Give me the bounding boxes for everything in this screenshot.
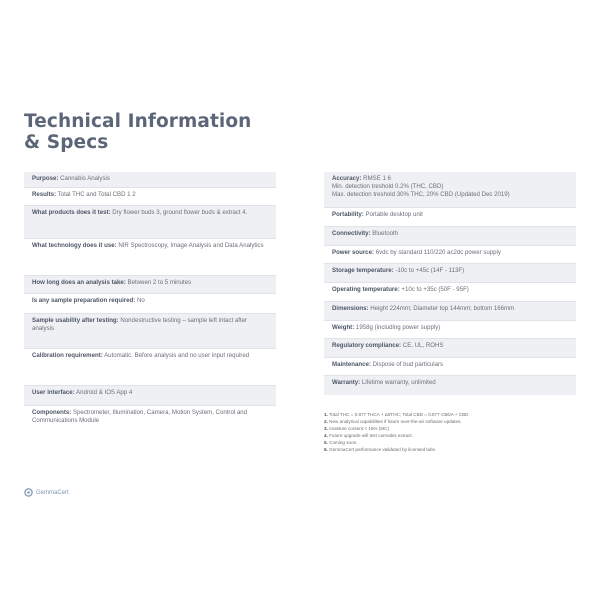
spec-value: Bluetooth: [370, 230, 399, 237]
spec-value: +10c to +35c (50F - 95F): [399, 286, 469, 293]
spec-value: Portable desktop unit: [363, 211, 423, 218]
spec-label: Sample usability after testing:: [32, 317, 119, 324]
spec-row-purpose: [24, 172, 276, 188]
spec-row-compliance: [324, 339, 576, 358]
spec-row-power: [324, 246, 576, 264]
title-line-2: & Specs: [24, 132, 109, 153]
spec-value: RMSE 1 6: [361, 175, 391, 182]
footnotes: [324, 411, 584, 453]
footnote-number: 4.: [324, 433, 328, 438]
spec-label: Dimensions:: [332, 305, 369, 312]
spec-value-line3: Max. detection treshold 30% THC, 20% CBD (Updated Dec 2019): [332, 191, 510, 199]
spec-value: CE, UL, ROHS: [401, 342, 444, 349]
footnote-text: Total THC = 0.877 THCA + Δ9THC; Total CBD = 0.877 CBDA + CBD: [327, 412, 469, 417]
footnote-number: 2.: [324, 419, 328, 424]
spec-label: What products does it test:: [32, 209, 111, 216]
spec-row-interface: [24, 386, 276, 406]
footnote-text: New analytical capabilities if future over-the-air software updates.: [327, 419, 462, 424]
spec-row-operating-temp: [324, 283, 576, 302]
spec-label: Purpose:: [32, 175, 59, 182]
spec-row-duration: [24, 276, 276, 294]
spec-label: Weight:: [332, 324, 355, 331]
footnote-number: 6.: [324, 447, 328, 452]
spec-label: Is any sample preparation required:: [32, 297, 136, 304]
spec-value: Nondestructive testing – sample left intact after analysis: [32, 317, 248, 333]
footnote-text: Coming soon.: [327, 440, 358, 445]
title-line-1: Technical Information: [24, 111, 252, 132]
spec-label: Results:: [32, 191, 57, 198]
right-spec-table: [324, 172, 576, 395]
spec-row-storage-temp: [324, 264, 576, 283]
spec-row-calibration: [24, 349, 276, 386]
spec-value: 6vdc by standard 110/220 ac2dc power supply: [374, 249, 501, 256]
spec-row-results: [24, 188, 276, 206]
spec-value: Height 224mm; Diameter top 144mm; bottom 166mm: [368, 305, 515, 312]
spec-row-products: [24, 206, 276, 239]
spec-row-preparation: [24, 294, 276, 314]
spec-row-components: [24, 406, 276, 440]
footnote: [324, 432, 584, 439]
spec-label: Storage temperature:: [332, 267, 394, 274]
spec-value: Cannabis Analysis: [58, 175, 110, 182]
footnote: [324, 446, 584, 453]
logo-text: GemmaCert: [36, 489, 69, 496]
spec-row-usability: [24, 314, 276, 349]
spec-value: Dry flower buds 3, ground flower buds & extract 4.: [110, 209, 248, 216]
spec-value: Dispose of bud particulars: [370, 361, 444, 368]
spec-label: Warranty:: [332, 379, 361, 386]
gemmacert-logo-icon: [24, 488, 33, 497]
spec-value: Total THC and Total CBD 1 2: [56, 191, 136, 198]
footnote: [324, 411, 584, 418]
footnote-number: 3.: [324, 426, 328, 431]
spec-label: Connectivity:: [332, 230, 371, 237]
left-spec-table: [24, 172, 276, 440]
spec-row-warranty: [324, 376, 576, 395]
footnote-number: 5.: [324, 440, 328, 445]
spec-value: 1958g (including power supply): [354, 324, 441, 331]
spec-value: Spectrometer, Illumination, Camera, Motion System, Control and Communications Module: [32, 409, 248, 425]
spec-label: How long does an analysis take:: [32, 279, 126, 286]
footnote: [324, 418, 584, 425]
spec-value: Lifetime warranty, unlimited: [360, 379, 436, 386]
spec-row-portability: [324, 208, 576, 227]
spec-value: No: [135, 297, 145, 304]
footnote-number: 1.: [324, 412, 328, 417]
gemmacert-logo: [24, 488, 69, 497]
footnote: [324, 439, 584, 446]
spec-label: Operating temperature:: [332, 286, 400, 293]
spec-value-line2: Min. detection treshold 0.2% (THC, CBD): [332, 183, 444, 191]
spec-label: Regulatory compliance:: [332, 342, 402, 349]
spec-row-technology: [24, 239, 276, 276]
spec-row-accuracy: [324, 172, 576, 208]
spec-label: Accuracy:: [332, 175, 362, 182]
spec-value: NIR Spectroscopy, Image Analysis and Data Analytics: [116, 242, 264, 249]
spec-label: What technology does it use:: [32, 242, 117, 249]
spec-label: Calibration requirement:: [32, 352, 103, 359]
spec-label: Power source:: [332, 249, 374, 256]
footnote-text: Future upgrade will test cannabis extract.: [327, 433, 413, 438]
spec-value: Automatic. Before analysis and no user input required: [102, 352, 250, 359]
spec-row-maintenance: [324, 358, 576, 376]
spec-value: Between 2 to 5 minutes: [125, 279, 192, 286]
spec-label: Portability:: [332, 211, 364, 218]
spec-row-connectivity: [324, 227, 576, 246]
footnote: [324, 425, 584, 432]
spec-label: Components:: [32, 409, 72, 416]
spec-row-weight: [324, 321, 576, 339]
spec-label: Maintenance:: [332, 361, 371, 368]
footnote-text: moisture content < 15% (MC): [327, 426, 389, 431]
spec-value: -10c to +45c (14F - 113F): [393, 267, 465, 274]
spec-value: Android & IOS App 4: [74, 389, 133, 396]
footnote-text: GemmaCert performance validated by licensed labs.: [327, 447, 437, 452]
page-title: [24, 111, 251, 153]
spec-row-dimensions: [324, 302, 576, 321]
spec-label: User interface:: [32, 389, 75, 396]
